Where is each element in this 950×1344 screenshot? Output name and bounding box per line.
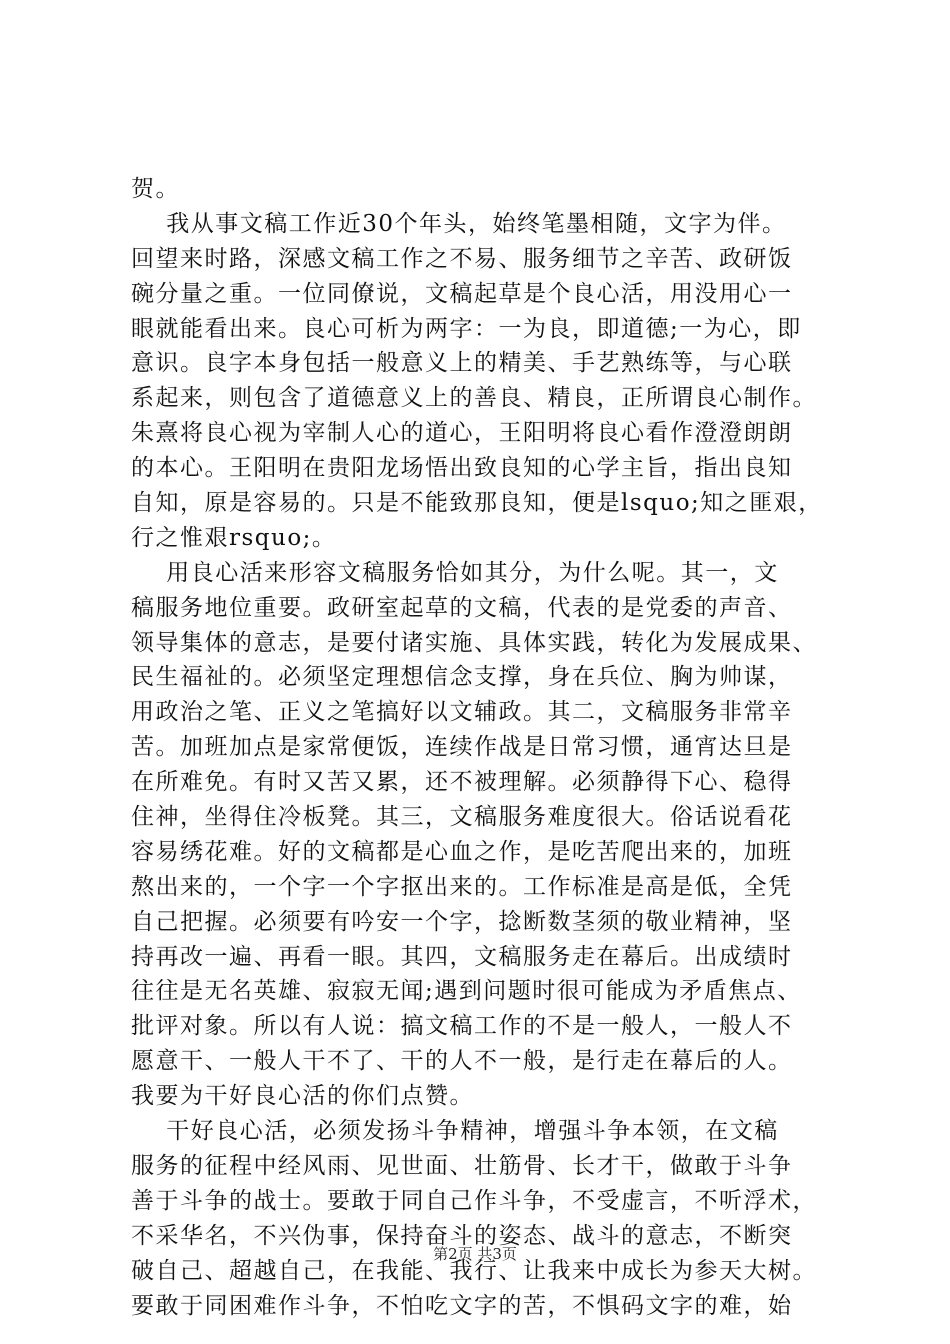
text-line: 领导集体的意志，是要付诸实施、具体实践，转化为发展成果、 — [131, 629, 817, 656]
text-line: 用政治之笔、正义之笔搞好以文辅政。其二，文稿服务非常辛 — [131, 699, 793, 726]
text-line: 苦。加班加点是家常便饭，连续作战是日常习惯，通宵达旦是 — [131, 734, 793, 761]
text-line: 善于斗争的战士。要敢于同自己作斗争，不受虚言，不听浮术， — [131, 1187, 817, 1214]
page-footer: 第2页 共3页 — [433, 1245, 517, 1263]
text-line: 持再改一遍、再看一眼。其四，文稿服务走在幕后。出成绩时 — [131, 943, 793, 970]
text-line: 批评对象。所以有人说：搞文稿工作的不是一般人，一般人不 — [131, 1013, 793, 1040]
text-line: 愿意干、一般人干不了、干的人不一般，是行走在幕后的人。 — [131, 1048, 793, 1075]
text-line: 住神，坐得住冷板凳。其三，文稿服务难度很大。俗话说看花 — [131, 804, 793, 831]
text-line: 自己把握。必须要有吟安一个字，捻断数茎须的敬业精神，坚 — [131, 908, 793, 935]
text-line: 用良心活来形容文稿服务恰如其分，为什么呢。其一，文 — [131, 559, 779, 586]
text-line: 破自己、超越自己，在我能、我行、让我来中成长为参天大树。 — [131, 1257, 817, 1284]
text-line: 稿服务地位重要。政研室起草的文稿，代表的是党委的声音、 — [131, 594, 793, 621]
text-line: 系起来，则包含了道德意义上的善良、精良，正所谓良心制作。 — [131, 385, 817, 412]
text-line: 不采华名，不兴伪事，保持奋斗的姿态、战斗的意志，不断突 — [131, 1222, 793, 1249]
text-line: 我要为干好良心活的你们点赞。 — [131, 1083, 474, 1110]
text-line: 我从事文稿工作近30个年头，始终笔墨相随，文字为伴。 — [131, 210, 787, 237]
text-line: 的本心。王阳明在贵阳龙场悟出致良知的心学主旨，指出良知 — [131, 455, 793, 482]
text-line: 容易绣花难。好的文稿都是心血之作，是吃苦爬出来的，加班 — [131, 838, 793, 865]
text-line: 朱熹将良心视为宰制人心的道心，王阳明将良心看作澄澄朗朗 — [131, 420, 793, 447]
text-line: 民生福祉的。必须坚定理想信念支撑，身在兵位、胸为帅谋， — [131, 664, 793, 691]
body-text — [131, 172, 831, 1323]
text-line: 行之惟艰rsquo;。 — [131, 524, 337, 551]
text-line: 眼就能看出来。良心可析为两字：一为良，即道德;一为心，即 — [131, 315, 802, 342]
text-line: 熬出来的，一个字一个字抠出来的。工作标准是高是低，全凭 — [131, 873, 793, 900]
text-line: 在所难免。有时又苦又累，还不被理解。必须静得下心、稳得 — [131, 769, 793, 796]
text-line: 干好良心活，必须发扬斗争精神，增强斗争本领，在文稿 — [131, 1118, 779, 1145]
text-line: 回望来时路，深感文稿工作之不易、服务细节之辛苦、政研饭 — [131, 245, 793, 272]
text-line: 碗分量之重。一位同僚说，文稿起草是个良心活，用没用心一 — [131, 280, 793, 307]
text-line: 意识。良字本身包括一般意义上的精美、手艺熟练等，与心联 — [131, 350, 793, 377]
text-line: 贺。 — [131, 176, 180, 202]
text-line: 服务的征程中经风雨、见世面、壮筋骨、长才干，做敢于斗争 — [131, 1152, 793, 1179]
text-line: 要敢于同困难作斗争，不怕吃文字的苦，不惧码文字的难，始 — [131, 1292, 793, 1319]
text-line: 往往是无名英雄、寂寂无闻;遇到问题时很可能成为矛盾焦点、 — [131, 978, 802, 1005]
text-line: 自知，原是容易的。只是不能致那良知，便是lsquo;知之匪艰， — [131, 490, 823, 517]
